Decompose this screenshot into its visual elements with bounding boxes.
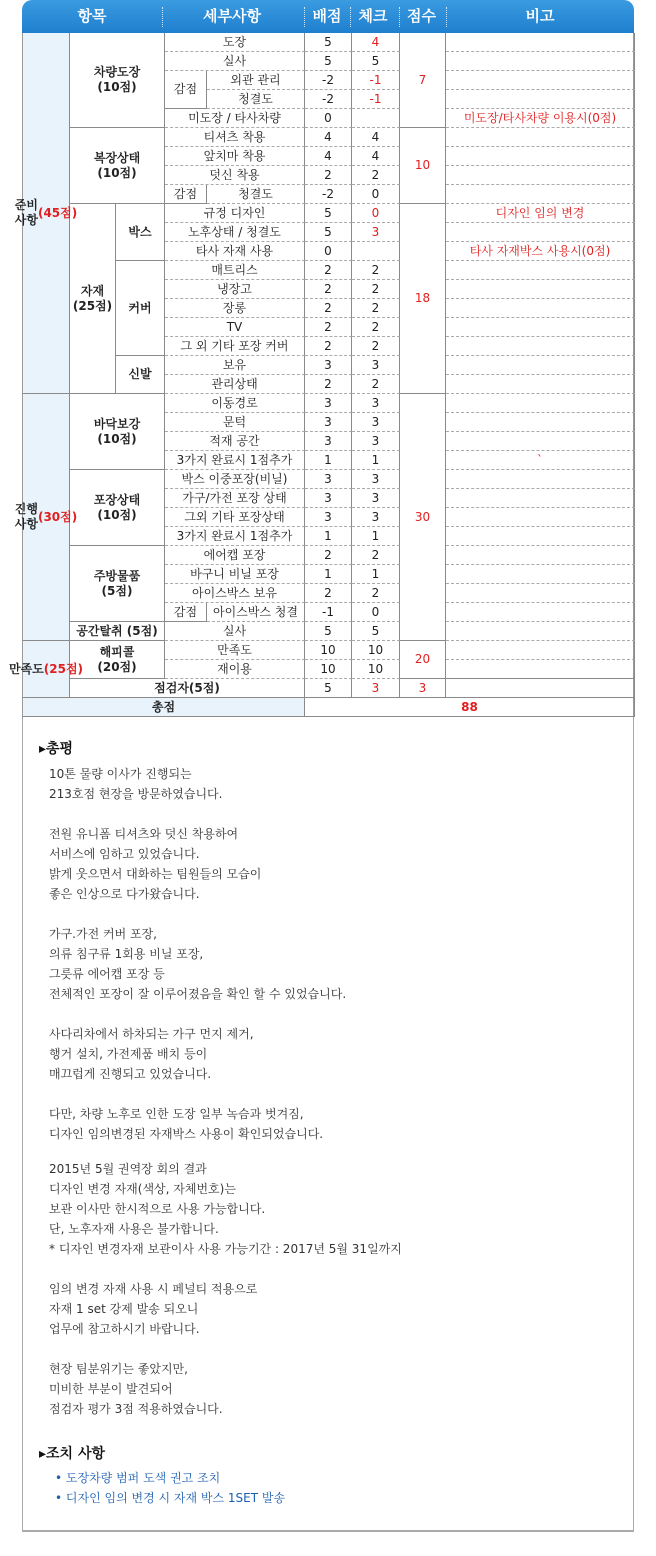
check-cell: 2 (352, 280, 400, 299)
check-cell: 3 (352, 489, 400, 508)
alloc-cell: 0 (305, 242, 352, 261)
total-label: 총점 (23, 698, 305, 717)
prep-points: (45점) (37, 205, 78, 220)
alloc-cell: -2 (305, 71, 352, 90)
happycall-group: 해피콜 (20점) (70, 641, 165, 679)
detail-cell: 보유 (165, 356, 305, 375)
check-cell: 4 (352, 128, 400, 147)
note-cell (446, 280, 635, 299)
alloc-cell: 3 (305, 489, 352, 508)
detail-cell: 앞치마 착용 (165, 147, 305, 166)
note-cell (446, 375, 635, 394)
review-title: ▸총평 (39, 741, 74, 757)
alloc-cell: 3 (305, 394, 352, 413)
check-cell: 1 (352, 451, 400, 470)
check-cell: 3 (352, 223, 400, 242)
note-cell (446, 508, 635, 527)
detail-cell: TV (165, 318, 305, 337)
note-cell (446, 413, 635, 432)
note-cell (446, 147, 635, 166)
detail-cell: 그 외 기타 포장 커버 (165, 337, 305, 356)
detail-cell: 문턱 (165, 413, 305, 432)
check-cell: 3 (352, 470, 400, 489)
check-cell: 3 (352, 679, 400, 698)
note-cell (446, 622, 635, 641)
note-cell (446, 489, 635, 508)
alloc-cell: 1 (305, 565, 352, 584)
deduct-label: 감점 (165, 71, 207, 109)
alloc-cell: 2 (305, 584, 352, 603)
review-paragraph: 임의 변경 자재 사용 시 페널티 적용으로 자재 1 set 강제 발송 되오니 업무에 참고하시기 바랍니다. (49, 1282, 258, 1336)
note-cell (446, 318, 635, 337)
alloc-cell: 1 (305, 527, 352, 546)
note-cell (446, 299, 635, 318)
section-satisfaction (8, 641, 84, 698)
section-progress (14, 394, 78, 641)
detail-cell: 실사 (165, 622, 305, 641)
check-cell: 0 (352, 204, 400, 223)
check-cell: 3 (352, 394, 400, 413)
cover-group: 커버 (116, 261, 165, 356)
check-cell: -1 (352, 90, 400, 109)
alloc-cell: 2 (305, 261, 352, 280)
alloc-cell: 3 (305, 470, 352, 489)
header-detail: 세부사항 (203, 7, 261, 25)
table-header (22, 0, 634, 33)
header-check: 체크 (358, 7, 388, 25)
detail-cell: 규정 디자인 (165, 204, 305, 223)
alloc-cell: 5 (305, 223, 352, 242)
score-table (8, 33, 634, 719)
check-cell (352, 109, 400, 128)
detail-cell: 매트리스 (165, 261, 305, 280)
alloc-cell: 2 (305, 337, 352, 356)
attire-group: 복장상태 (10점) (70, 128, 165, 204)
note-cell: 타사 자재박스 사용시(0점) (446, 242, 635, 261)
review-panel (22, 719, 634, 1532)
score-cell: 7 (400, 33, 446, 128)
alloc-cell: 2 (305, 375, 352, 394)
material-group: 자재 (25점) (70, 204, 116, 394)
alloc-cell: 2 (305, 299, 352, 318)
alloc-cell: -1 (305, 603, 352, 622)
alloc-cell: -2 (305, 90, 352, 109)
review-paragraph: 사다리차에서 하차되는 가구 먼지 제거, 행거 설치, 가전제품 배치 등이 매끄럽게 진행되고 있었습니다. (49, 1027, 254, 1081)
check-cell: 2 (352, 299, 400, 318)
alloc-cell: 5 (305, 204, 352, 223)
review-paragraph: 10톤 물량 이사가 진행되는 213호점 현장을 방문하였습니다. (49, 767, 223, 801)
check-cell: 3 (352, 413, 400, 432)
total-value: 88 (305, 698, 635, 717)
check-cell: 10 (352, 660, 400, 679)
note-cell (446, 432, 635, 451)
note-cell (446, 356, 635, 375)
review-paragraph: 가구.가전 커버 포장, 의류 침구류 1회용 비닐 포장, 그릇류 에어캡 포장 등 전체적인 포장이 잘 이루어졌음을 확인 할 수 있었습니다. (49, 927, 347, 1001)
alloc-cell: 4 (305, 128, 352, 147)
note-cell (446, 337, 635, 356)
prep-label: 준비 사항 (14, 198, 38, 227)
alloc-cell: 3 (305, 356, 352, 375)
check-cell: 4 (352, 33, 400, 52)
note-cell (446, 584, 635, 603)
detail-cell: 냉장고 (165, 280, 305, 299)
detail-cell: 만족도 (165, 641, 305, 660)
alloc-cell: 4 (305, 147, 352, 166)
alloc-cell: 10 (305, 641, 352, 660)
note-cell (446, 166, 635, 185)
detail-cell: 박스 이중포장(비닐) (165, 470, 305, 489)
review-paragraph: 현장 팀분위기는 좋았지만, 미비한 부분이 발견되어 점검자 평가 3점 적용하였습니다. (49, 1362, 223, 1416)
alloc-cell: 5 (305, 679, 352, 698)
detail-cell: 이동경로 (165, 394, 305, 413)
detail-cell: 3가지 완료시 1점추가 (165, 527, 305, 546)
detail-cell: 실사 (165, 52, 305, 71)
check-cell (352, 242, 400, 261)
packing-group: 포장상태 (10점) (70, 470, 165, 546)
check-cell: 2 (352, 318, 400, 337)
check-cell: -1 (352, 71, 400, 90)
note-cell (446, 52, 635, 71)
review-paragraph: 다만, 차량 노후로 인한 도장 일부 녹슴과 벗겨짐, 디자인 임의변경된 자재박스 사용이 확인되었습니다. (49, 1107, 324, 1141)
note-cell (446, 223, 635, 242)
alloc-cell: 5 (305, 52, 352, 71)
header-alloc: 배점 (312, 7, 342, 25)
deduct-label: 감점 (165, 185, 207, 204)
detail-cell: 그외 기타 포장상태 (165, 508, 305, 527)
score-cell: 18 (400, 204, 446, 394)
detail-cell: 가구/가전 포장 상태 (165, 489, 305, 508)
alloc-cell: 3 (305, 413, 352, 432)
detail-cell: 장롱 (165, 299, 305, 318)
satisfaction-points: (25점) (43, 661, 84, 676)
alloc-cell: 0 (305, 109, 352, 128)
check-cell: 2 (352, 375, 400, 394)
detail-cell: 재이용 (165, 660, 305, 679)
note-cell (446, 679, 635, 698)
detail-cell: 적재 공간 (165, 432, 305, 451)
note-cell (446, 128, 635, 147)
note-cell (446, 90, 635, 109)
detail-cell: 티셔츠 착용 (165, 128, 305, 147)
alloc-cell: 2 (305, 166, 352, 185)
kitchen-group: 주방물품 (5점) (70, 546, 165, 622)
check-cell: 2 (352, 584, 400, 603)
floor-group: 바닥보강 (10점) (70, 394, 165, 470)
detail-cell: 바구니 비닐 포장 (165, 565, 305, 584)
review-paragraph: 전원 유니폼 티셔츠와 덧신 착용하여 서비스에 임하고 있었습니다. 밝게 웃으면서 대화하는 팀원들의 모습이 좋은 인상으로 다가왔습니다. (49, 827, 262, 901)
check-cell: 1 (352, 527, 400, 546)
detail-cell: 아이스박스 청결 (207, 603, 305, 622)
shoe-group: 신발 (116, 356, 165, 394)
detail-cell: 3가지 완료시 1점추가 (165, 451, 305, 470)
alloc-cell: 5 (305, 622, 352, 641)
check-cell: 0 (352, 185, 400, 204)
check-cell: 4 (352, 147, 400, 166)
action-item: • 도장차량 범퍼 도색 권고 조치 (55, 1471, 221, 1485)
note-cell: 미도장/타사차량 이용시(0점) (446, 109, 635, 128)
progress-label: 진행 사항 (14, 502, 38, 531)
alloc-cell: 3 (305, 508, 352, 527)
alloc-cell: 2 (305, 318, 352, 337)
score-cell: 30 (400, 394, 446, 641)
alloc-cell: 2 (305, 546, 352, 565)
note-cell (446, 185, 635, 204)
check-cell: 5 (352, 52, 400, 71)
note-cell: ` (446, 451, 635, 470)
inspector-label: 점검자(5점) (70, 679, 305, 698)
header-item: 항목 (77, 7, 107, 25)
note-cell (446, 470, 635, 489)
satisfaction-label: 만족도 (8, 661, 44, 676)
detail-cell: 아이스박스 보유 (165, 584, 305, 603)
detail-cell: 미도장 / 타사차량 (165, 109, 305, 128)
detail-cell: 노후상태 / 청결도 (165, 223, 305, 242)
note-cell (446, 394, 635, 413)
check-cell: 0 (352, 603, 400, 622)
check-cell: 3 (352, 508, 400, 527)
alloc-cell: -2 (305, 185, 352, 204)
note-cell (446, 71, 635, 90)
header-score: 점수 (407, 7, 436, 25)
note-cell: 디자인 임의 변경 (446, 204, 635, 223)
check-cell: 1 (352, 565, 400, 584)
actions-title: ▸조치 사항 (39, 1446, 105, 1462)
action-item: • 디자인 임의 변경 시 자재 박스 1SET 발송 (55, 1491, 286, 1505)
check-cell: 2 (352, 166, 400, 185)
space-group: 공간탈취 (5점) (70, 622, 165, 641)
note-cell (446, 261, 635, 280)
note-cell (446, 527, 635, 546)
deduct-label: 감점 (165, 603, 207, 622)
alloc-cell: 3 (305, 432, 352, 451)
detail-cell: 청결도 (207, 90, 305, 109)
note-cell (446, 641, 635, 679)
check-cell: 2 (352, 261, 400, 280)
detail-cell: 청결도 (207, 185, 305, 204)
detail-cell: 도장 (165, 33, 305, 52)
progress-points: (30점) (37, 509, 78, 524)
detail-cell: 외관 관리 (207, 71, 305, 90)
check-cell: 2 (352, 546, 400, 565)
vehicle-group: 차량도장 (10점) (70, 33, 165, 128)
score-cell: 10 (400, 128, 446, 204)
section-prep (14, 33, 78, 394)
check-cell: 3 (352, 356, 400, 375)
check-cell: 5 (352, 622, 400, 641)
header-note: 비고 (525, 7, 555, 25)
alloc-cell: 2 (305, 280, 352, 299)
detail-cell: 에어캡 포장 (165, 546, 305, 565)
score-cell: 20 (400, 641, 446, 679)
note-cell (446, 546, 635, 565)
alloc-cell: 1 (305, 451, 352, 470)
note-cell (446, 33, 635, 52)
check-cell: 3 (352, 432, 400, 451)
box-group: 박스 (116, 204, 165, 261)
check-cell: 2 (352, 337, 400, 356)
review-paragraph: 2015년 5월 권역장 회의 결과 디자인 변경 자재(색상, 자체번호)는 보관 이사만 한시적으로 사용 가능합니다. 단, 노후자재 사용은 불가합니다. * 디자인 변경자재 보관이사 사용 가능기간 : 2017년 5월 31일까지 (49, 1162, 402, 1256)
note-cell (446, 603, 635, 622)
detail-cell: 관리상태 (165, 375, 305, 394)
check-cell: 10 (352, 641, 400, 660)
alloc-cell: 5 (305, 33, 352, 52)
detail-cell: 타사 자재 사용 (165, 242, 305, 261)
note-cell (446, 565, 635, 584)
alloc-cell: 10 (305, 660, 352, 679)
detail-cell: 덧신 착용 (165, 166, 305, 185)
score-cell: 3 (400, 679, 446, 698)
